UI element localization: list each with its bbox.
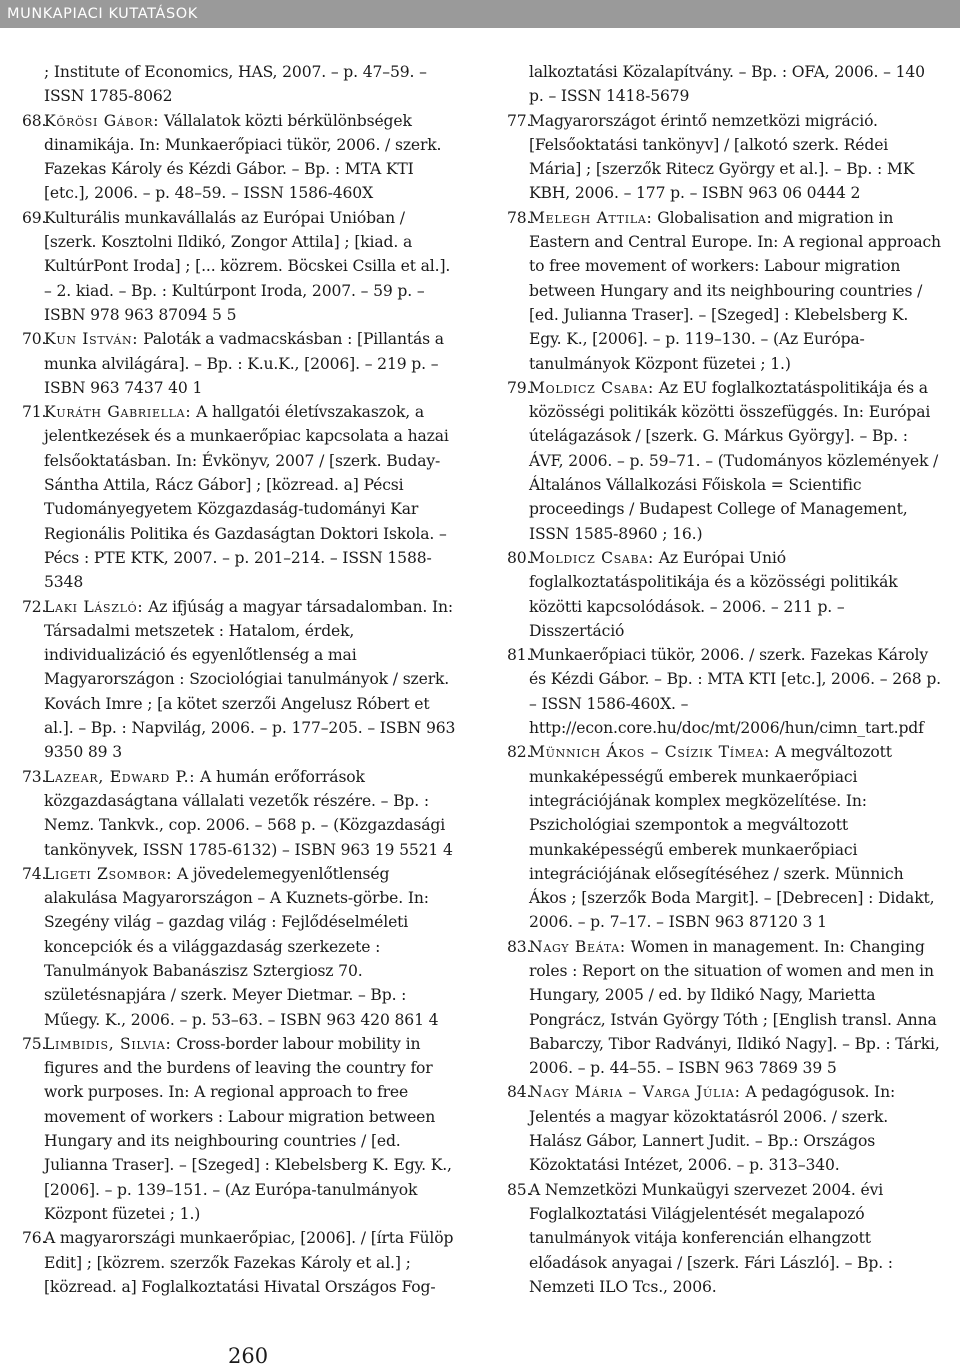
entry-author: Melegh Attila: [529, 208, 653, 227]
entry-number: 78. [507, 208, 532, 227]
bib-entry [22, 862, 458, 1032]
entry-text: Women in management. In: Changing roles : Report on the situation of women and men in Hungary, 2005 / ed. by Ildikó Nagy, Marietta Pongrácz, István György Tóth ; [English transl. Anna Babarczy, Tibor Radványi, Ildikó Nagy]. – Bp. : Tárki, 2006. – p. 44–55. – ISBN 963 7869 39 5 [529, 937, 940, 1078]
entry-author: Kuráth Gabriella: [44, 403, 192, 422]
right-column [507, 60, 943, 1299]
entry-text: Magyarországot érintő nemzetközi migráció. [Felsőoktatási tankönyv] / [alkotó szerk. Rédei Mária] ; [szerzők Ritecz György et al.]. – Bp. : MK KBH, 2006. – 177 p. – ISBN 963 06 0444 2 [529, 111, 915, 203]
entry-number: 83. [507, 937, 532, 956]
bib-entry [507, 109, 943, 206]
bib-entry [507, 1080, 943, 1177]
page-number: 260 [228, 1344, 269, 1368]
entry-author: Nagy Mária – Varga Júlia: [529, 1083, 741, 1102]
entry-number: 79. [507, 378, 532, 397]
entry-number: 72. [22, 597, 47, 616]
bib-entry [507, 935, 943, 1081]
bib-entry [22, 765, 458, 862]
entry-number: 77. [507, 111, 532, 130]
bib-entry [507, 376, 943, 546]
bib-entry [507, 1178, 943, 1299]
entry-author: Moldicz Csaba: [529, 378, 654, 397]
bib-entry [507, 546, 943, 643]
entry-text: A hallgatói életívszakaszok, a jelentkezések és a munkaerőpiac kapcsolata a hazai felsőoktatásban. In: Évkönyv, 2007 / [szerk. Buday-Sántha Attila, Rácz Gábor] ; [közread. a] Pécsi Tudományegyetem Közgazdaság-tudományi Kar Regionális Politika és Gazdaságtan Doktori Iskola. – Pécs : PTE KTK, 2007. – p. 201–214. – ISSN 1588-5348 [44, 403, 449, 592]
entry-number: 85. [507, 1180, 532, 1199]
entry-author: Ligeti Zsombor: [44, 864, 173, 883]
entry-text: A megváltozott munkaképességű emberek munkaerőpiaci integrációjának komplex megközelítése. In: Pszichológiai szempontok a megváltozott munkaképességű emberek munkaerőpiaci integrációjának elősegítéséhez / szerk. Münnich Ákos ; [szerzők Boda Margit]. – [Debrecen] : Didakt, 2006. – p. 7–17. – ISBN 963 87120 3 1 [529, 743, 935, 932]
entry-text: ; Institute of Economics, HAS, 2007. – p. 47–59. – ISSN 1785-8062 [44, 63, 427, 106]
bib-entry [22, 400, 458, 594]
entry-number: 74. [22, 864, 47, 883]
entry-text: Az EU foglalkoztatáspolitikája és a közösségi politikák közötti összefüggés. In: Európai útelágazások / [szerk. G. Márkus György]. – Bp. : ÁVF, 2006. – p. 59–71. – (Tudományos közlemények / Általános Vállalkozási Főiskola = Scientific proceedings / Budapest College of Management, ISSN 1585-8960 ; 16.) [529, 378, 939, 543]
entry-text: Munkaerőpiaci tükör, 2006. / szerk. Fazekas Károly és Kézdi Gábor. – Bp. : MTA KTI [etc.], 2006. – 268 p. – ISSN 1586-460X. – http://econ.core.hu/doc/mt/2006/hun/cimn_tart.pdf [529, 646, 941, 738]
entry-number: 71. [22, 403, 47, 422]
entry-text: Cross-border labour mobility in figures and the burdens of leaving the country for work purposes. In: A regional approach to free movement of workers : Labour migration between Hungary and its neighbouring countries / [ed. Julianna Traser]. – [Szeged] : Klebelsberg K. Egy. K., [2006]. – p. 139–151. – (Az Európa-tanulmányok Központ füzetei ; 1.) [44, 1034, 452, 1223]
bib-entry [22, 1032, 458, 1226]
entry-number: 70. [22, 330, 47, 349]
entry-text: A jövedelemegyenlőtlenség alakulása Magyarországon – A Kuznets-görbe. In: Szegény világ – gazdag világ : Fejlődéselméleti koncepciók és a világgazdaság szerkezete : Tanulmányok Babanászisz Sztergiosz 70. születésnapjára / szerk. Meyer Dietmar. – Bp. : Műegy. K., 2006. – p. 53–63. – ISBN 963 420 861 4 [44, 864, 439, 1029]
running-header-title: MUNKAPIACI KUTATÁSOK [7, 6, 198, 22]
running-header [0, 0, 960, 28]
entry-author: Kun István: [44, 330, 139, 349]
bib-entry [507, 643, 943, 740]
entry-number: 73. [22, 767, 47, 786]
entry-number: 84. [507, 1083, 532, 1102]
entry-text: Az Európai Unió foglalkoztatáspolitikája és a közösségi politikák közötti kapcsolódások. – 2006. – 211 p. – Disszertáció [529, 548, 898, 640]
entry-text: A magyarországi munkaerőpiac, [2006]. / [írta Fülöp Edit] ; [közrem. szerzők Fazekas Károly et al.] ; [közread. a] Foglalkoztatási Hivatal Országos Fog- [44, 1229, 454, 1296]
entry-number: 81. [507, 646, 532, 665]
bib-entry [22, 60, 458, 109]
entry-text: Globalisation and migration in Eastern and Central Europe. In: A regional approach to free movement of workers: Labour migration between Hungary and its neighbouring countries / [ed. Julianna Traser]. – [Szeged] : Klebelsberg K. Egy. K., [2006]. – p. 119–130. – (Az Európa-tanulmányok Központ füzetei ; 1.) [529, 208, 941, 373]
entry-text: Az ifjúság a magyar társadalomban. In: Társadalmi metszetek : Hatalom, érdek, individualizáció és egyenlőtlenség a mai Magyarországon : Szociológiai tanulmányok / szerk. Kovách Imre ; [a kötet szerzői Angelusz Róbert et al.]. – Bp. : Napvilág, 2006. – p. 177–205. – ISBN 963 9350 89 3 [44, 597, 456, 762]
bib-entry [22, 327, 458, 400]
entry-number: 82. [507, 743, 532, 762]
entry-number: 75. [22, 1034, 47, 1053]
entry-text: A humán erőforrások közgazdaságtana vállalati vezetők részére. – Bp. : Nemz. Tankvk., cop. 2006. – 568 p. – (Közgazdasági tankönyvek, ISSN 1785-6132) – ISBN 963 19 5521 4 [44, 767, 453, 859]
entry-author: Lazear, Edward P.: [44, 767, 196, 786]
entry-author: Moldicz Csaba: [529, 548, 654, 567]
bib-entry [22, 206, 458, 327]
bib-entry [507, 60, 943, 109]
entry-author: Limbidis, Silvia: [44, 1034, 172, 1053]
left-column [22, 60, 458, 1299]
entry-author: Kőrösi Gábor: [44, 111, 160, 130]
entry-text: A Nemzetközi Munkaügyi szervezet 2004. évi Foglalkoztatási Világjelentését megalapozó tanulmányok vitája konferencián elhangzott előadások anyagai / [szerk. Fári László]. – Bp. : Nemzeti ILO Tcs., 2006. [529, 1180, 893, 1296]
bib-entry [507, 740, 943, 934]
entry-text: Vállalatok közti bérkülönbségek dinamikája. In: Munkaerőpiaci tükör, 2006. / szerk. Fazekas Károly és Kézdi Gábor. – Bp. : MTA KTI [etc.], 2006. – p. 48–59. – ISSN 1586-460X [44, 111, 442, 203]
entry-number: 76. [22, 1229, 47, 1248]
bib-entry [22, 109, 458, 206]
entry-author: Laki László: [44, 597, 144, 616]
entry-author: Münnich Ákos – Csízik Tímea: [529, 743, 771, 762]
bib-entry [507, 206, 943, 376]
entry-number: 80. [507, 548, 532, 567]
entry-text: A pedagógusok. In: Jelentés a magyar közoktatásról 2006. / szerk. Halász Gábor, Lannert Judit. – Bp.: Országos Közoktatási Intézet, 2006. – p. 313–340. [529, 1083, 896, 1175]
bib-entry [22, 1226, 458, 1299]
entry-text: Paloták a vadmacskásban : [Pillantás a munka alvilágára]. – Bp. : K.u.K., [2006]. – 219 p. – ISBN 963 7437 40 1 [44, 330, 444, 397]
entry-author: Nagy Beáta: [529, 937, 626, 956]
entry-text: lalkoztatási Közalapítvány. – Bp. : OFA, 2006. – 140 p. – ISSN 1418-5679 [529, 63, 925, 106]
entry-number: 68. [22, 111, 47, 130]
bib-entry [22, 595, 458, 765]
entry-text: Kulturális munkavállalás az Európai Unióban / [szerk. Kosztolni Ildikó, Zongor Attila] ; [kiad. a KultúrPont Iroda] ; [... közrem. Böcskei Csilla et al.]. – 2. kiad. – Bp. : Kultúrpont Iroda, 2007. – 59 p. – ISBN 978 963 87094 5 5 [44, 208, 451, 324]
entry-number: 69. [22, 208, 47, 227]
